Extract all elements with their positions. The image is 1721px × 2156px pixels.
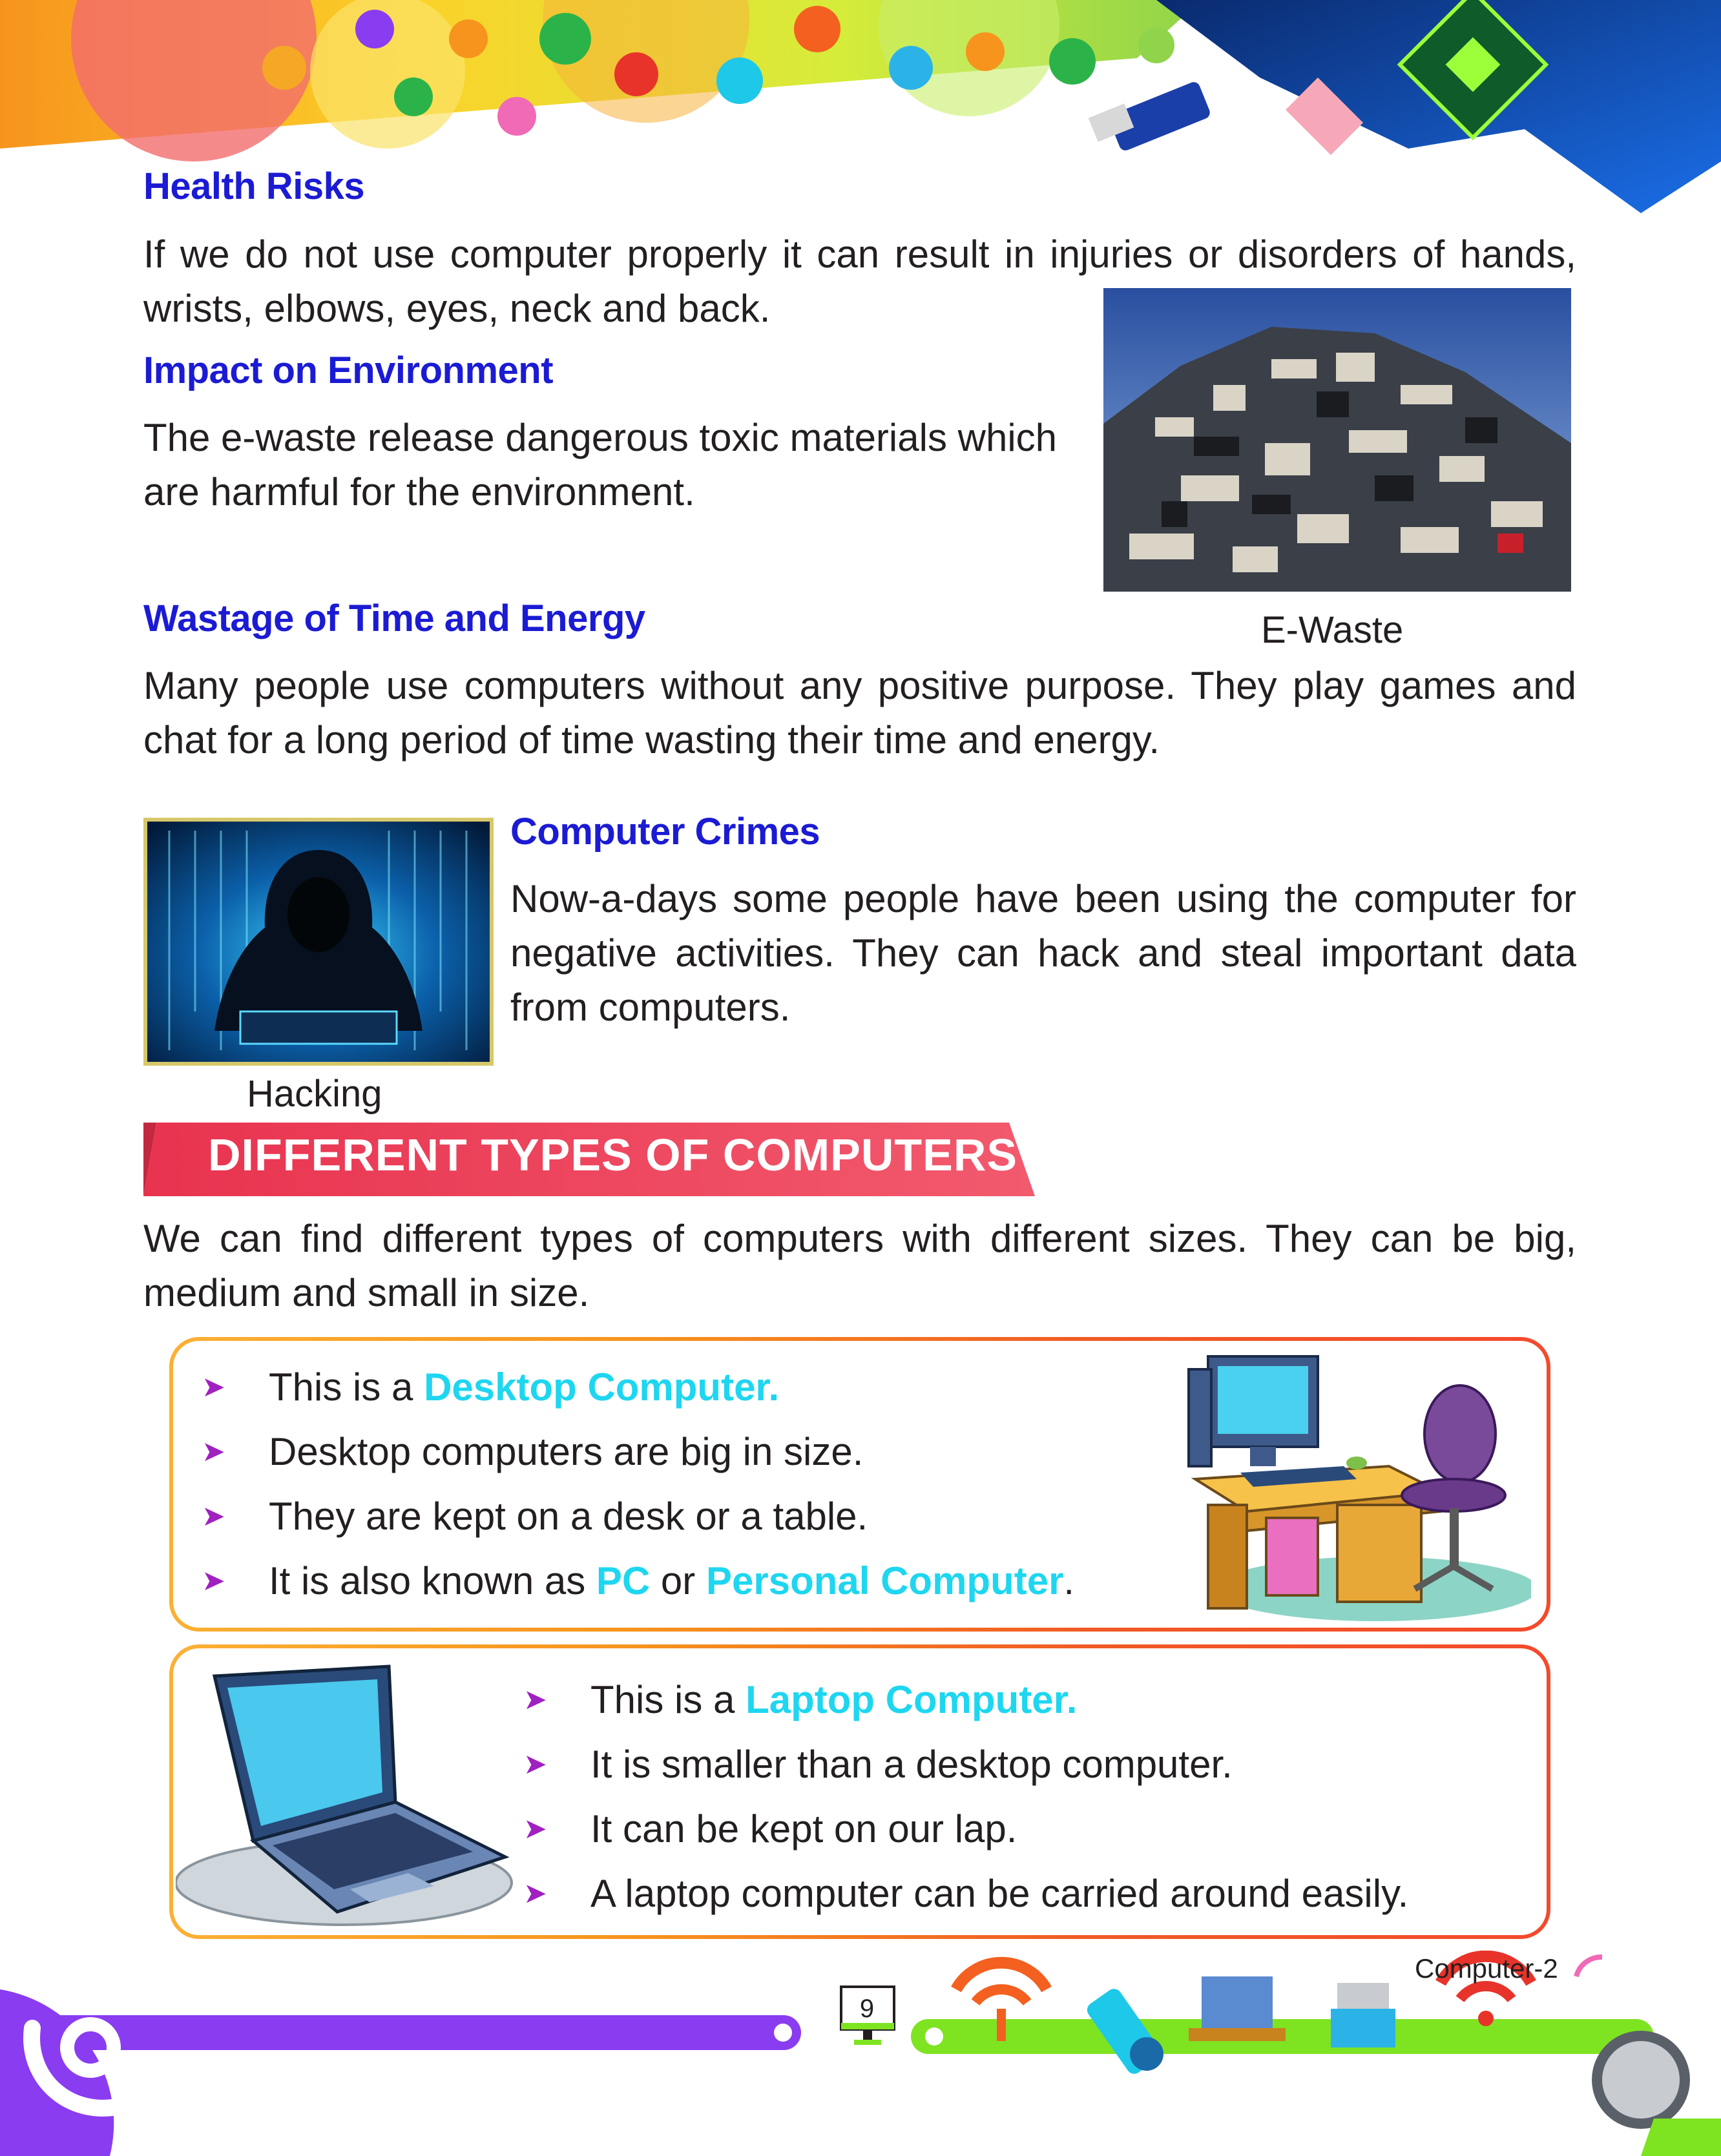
page-number: 9 [859, 1995, 875, 2023]
desktop-bullet-list [202, 1355, 1074, 1613]
list-item [202, 1355, 1074, 1420]
health-risks-heading: Health Risks [143, 165, 365, 207]
laptop-bullet-list [523, 1668, 1408, 1926]
bullet-arrow-icon: ➤ [523, 1748, 547, 1780]
hacking-caption: Hacking [247, 1073, 382, 1115]
section-banner-title: DIFFERENT TYPES OF COMPUTERS [208, 1130, 1018, 1180]
list-item [202, 1420, 1074, 1484]
list-item [523, 1861, 1408, 1926]
personal-computer-highlight: Personal Computer [705, 1559, 1064, 1602]
desktop-bullet-2-text: Desktop computers are big in size. [269, 1430, 864, 1473]
list-item [202, 1484, 1074, 1549]
laptop-computer-illustration [176, 1663, 525, 1934]
environment-heading: Impact on Environment [143, 349, 554, 391]
desktop-bullet-4-text: It is also known as [269, 1559, 596, 1602]
book-label: Computer-2 [1415, 1953, 1558, 1984]
laptop-bullet-1-text: This is a [590, 1678, 746, 1721]
bullet-arrow-icon: ➤ [202, 1565, 225, 1597]
bullet-arrow-icon: ➤ [202, 1500, 225, 1532]
bullet-arrow-icon: ➤ [523, 1878, 547, 1909]
hacking-image [143, 818, 494, 1066]
desktop-bullet-1-text: This is a [269, 1365, 424, 1409]
bullet-arrow-icon: ➤ [202, 1436, 225, 1467]
laptop-bullet-2-text: It is smaller than a desktop computer. [590, 1743, 1233, 1786]
list-item [202, 1549, 1074, 1613]
wastage-heading: Wastage of Time and Energy [143, 597, 645, 639]
desktop-computer-highlight: Desktop Computer. [424, 1365, 780, 1409]
bullet-arrow-icon: ➤ [202, 1371, 225, 1403]
wastage-text: Many people use computers without any positive purpose. They play games and chat for a long period of time wasting their time and energy. [143, 664, 1576, 762]
desktop-bullet-4-mid: or [650, 1559, 706, 1602]
laptop-bullet-3-text: It can be kept on our lap. [590, 1807, 1017, 1850]
bullet-arrow-icon: ➤ [523, 1813, 547, 1845]
environment-text: The e-waste release dangerous toxic materials which are harmful for the environment. [143, 416, 1058, 513]
desktop-computer-illustration [1182, 1343, 1531, 1628]
e-waste-caption: E-Waste [1261, 609, 1404, 651]
laptop-computer-highlight: Laptop Computer. [746, 1678, 1078, 1721]
list-item [523, 1797, 1408, 1861]
computer-crimes-heading: Computer Crimes [510, 811, 820, 853]
list-item [523, 1732, 1408, 1797]
bullet-arrow-icon: ➤ [523, 1684, 547, 1715]
desktop-bullet-4-end: . [1063, 1559, 1075, 1602]
laptop-bullet-4-text: A laptop computer can be carried around easily. [590, 1872, 1409, 1915]
pc-highlight: PC [596, 1559, 651, 1602]
list-item [523, 1668, 1408, 1732]
computer-crimes-text: Now-a-days some people have been using the computer for negative activities. They can hack and steal important data from computers. [510, 877, 1576, 1029]
desktop-bullet-3-text: They are kept on a desk or a table. [269, 1495, 868, 1538]
e-waste-image [1103, 288, 1571, 592]
health-risks-text: If we do not use computer properly it can result in injuries or disorders of hands, wrists, elbows, eyes, neck and back. [143, 233, 1576, 330]
types-intro-text: We can find different types of computers with different sizes. They can be big, medium and small in size. [143, 1217, 1576, 1314]
